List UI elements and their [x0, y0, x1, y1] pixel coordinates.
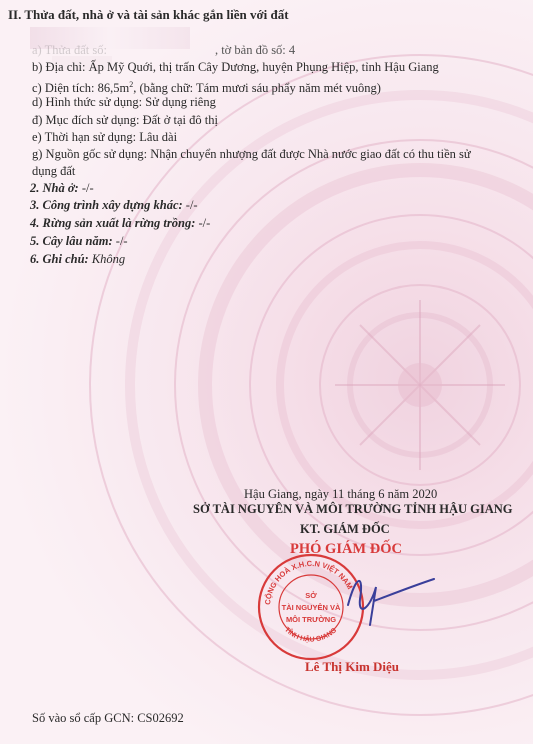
signer-role: PHÓ GIÁM ĐỐC: [290, 541, 402, 557]
item-note-value: Không: [88, 252, 126, 266]
item-perennial-value: -/-: [112, 234, 128, 248]
item-forest-label: 4. Rừng sản xuất là rừng trồng:: [30, 216, 196, 230]
land-area-words: , (bằng chữ: Tám mươi sáu phẩy năm mét vuông): [133, 81, 381, 96]
land-area-sup: 2: [129, 80, 134, 89]
land-line-c: [32, 77, 381, 96]
item-construction-value: -/-: [182, 198, 198, 212]
item-note-label: 6. Ghi chú:: [30, 252, 89, 266]
land-line-a-suffix: , tờ bản đồ số: 4: [214, 43, 296, 57]
item-perennial-label: 5. Cây lâu năm:: [30, 234, 113, 248]
signing-date: Hậu Giang, ngày 11 tháng 6 năm 2020: [244, 487, 438, 501]
stamp-center-line3: MÔI TRƯỜNG: [285, 615, 337, 624]
item-forest-value: -/-: [195, 216, 211, 230]
land-line-a-label: a) Thửa đất số:: [32, 43, 107, 57]
stamp-center-line2: TÀI NGUYÊN VÀ: [281, 603, 341, 612]
item-forest: [30, 216, 210, 231]
land-line-a: [32, 43, 295, 58]
land-line-g2: dụng đất: [32, 164, 76, 178]
issuing-organization: SỞ TÀI NGUYÊN VÀ MÔI TRƯỜNG TỈNH HẬU GIANG: [193, 502, 513, 516]
item-note: [30, 252, 125, 267]
stamp-center-line1: SỞ: [305, 591, 317, 600]
signer-role-prefix: KT. GIÁM ĐỐC: [300, 522, 390, 536]
item-house-value: -/-: [78, 181, 94, 195]
item-house: [30, 181, 94, 196]
land-area: c) Diện tích: 86,5m: [32, 81, 130, 96]
handwritten-signature: [330, 565, 440, 635]
stamp-text-bottom: TỈNH HẬU GIANG: [282, 626, 339, 644]
stamp-text-outer: CỘNG HOÀ X.H.C.N VIỆT NAM: [263, 558, 355, 606]
section-title: II. Thửa đất, nhà ở và tài sản khác gắn liền với đất: [8, 7, 289, 22]
item-construction: [30, 198, 198, 213]
item-perennial: [30, 234, 128, 249]
land-line-b: b) Địa chỉ: Ấp Mỹ Quới, thị trấn Cây Dương, huyện Phụng Hiệp, tỉnh Hậu Giang: [32, 60, 439, 74]
land-line-dd: đ) Mục đích sử dụng: Đất ở tại đô thị: [32, 113, 218, 127]
signer-name: Lê Thị Kim Diệu: [305, 659, 400, 674]
land-line-d: d) Hình thức sử dụng: Sử dụng riêng: [32, 95, 216, 109]
registry-number: Số vào sổ cấp GCN: CS02692: [32, 711, 184, 725]
land-line-g1: g) Nguồn gốc sử dụng: Nhận chuyển nhượng đất được Nhà nước giao đất có thu tiền sử: [32, 147, 471, 161]
item-construction-label: 3. Công trình xây dựng khác:: [30, 198, 183, 212]
land-line-e: e) Thời hạn sử dụng: Lâu dài: [32, 130, 178, 144]
item-house-label: 2. Nhà ở:: [30, 181, 79, 195]
